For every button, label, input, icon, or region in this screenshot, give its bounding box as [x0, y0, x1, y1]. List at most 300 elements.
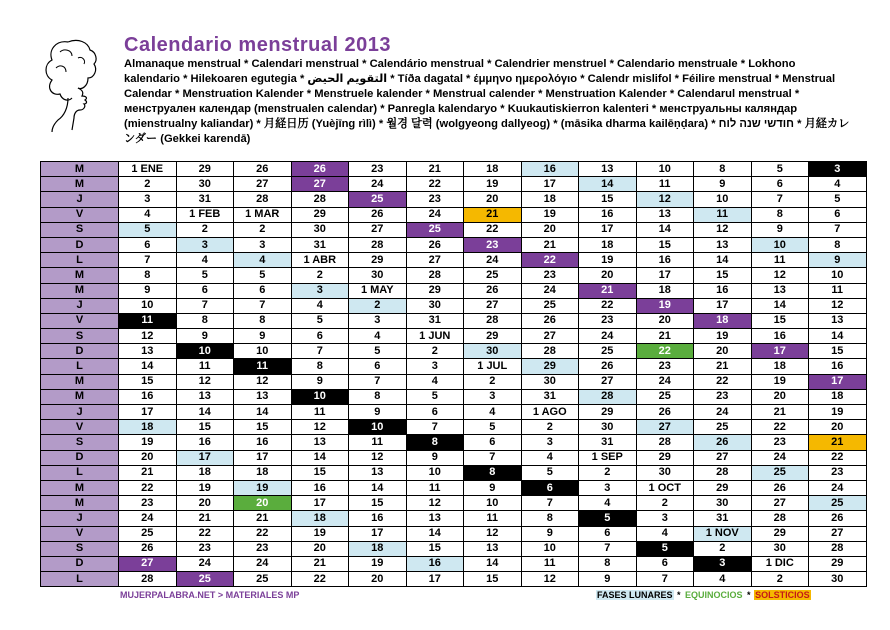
- calendar-day-cell: 18: [291, 511, 349, 526]
- calendar-day-cell: 5: [521, 465, 579, 480]
- calendar-row: [41, 177, 867, 192]
- calendar-day-cell: 25: [119, 526, 177, 541]
- calendar-day-cell: 12: [406, 496, 464, 511]
- calendar-day-cell: 16: [809, 359, 867, 374]
- calendar-row: [41, 389, 867, 404]
- calendar-row: [41, 572, 867, 587]
- calendar-day-cell: 22: [694, 374, 752, 389]
- calendar-day-cell: 19: [636, 298, 694, 313]
- calendar-day-cell: 4: [636, 526, 694, 541]
- calendar-day-cell: 11: [406, 480, 464, 495]
- calendar-day-cell: 17: [291, 496, 349, 511]
- calendar-day-cell: 29: [694, 480, 752, 495]
- calendar-day-cell: 18: [119, 420, 177, 435]
- weekday-letter: L: [41, 572, 119, 587]
- calendar-day-cell: 3: [809, 162, 867, 177]
- calendar-day-cell: 16: [349, 511, 407, 526]
- calendar-day-cell: 30: [521, 374, 579, 389]
- calendar-day-cell: 26: [694, 435, 752, 450]
- calendar-row: [41, 162, 867, 177]
- calendar-day-cell: 30: [176, 177, 234, 192]
- calendar-day-cell: 23: [176, 541, 234, 556]
- calendar-day-cell: 21: [119, 465, 177, 480]
- calendar-day-cell: 10: [636, 162, 694, 177]
- calendar-day-cell: 17: [349, 526, 407, 541]
- legend-moon-phases: FASES LUNARES: [597, 590, 673, 600]
- calendar-day-cell: 1 FEB: [176, 207, 234, 222]
- calendar-row: [41, 556, 867, 571]
- calendar-day-cell: 25: [349, 192, 407, 207]
- calendar-day-cell: 19: [521, 207, 579, 222]
- calendar-day-cell: 24: [809, 480, 867, 495]
- calendar-day-cell: 3: [291, 283, 349, 298]
- calendar-day-cell: 12: [751, 268, 809, 283]
- calendar-day-cell: 13: [234, 389, 292, 404]
- legend-solstices: SOLSTICIOS: [755, 590, 810, 600]
- calendar-day-cell: 6: [521, 480, 579, 495]
- calendar-day-cell: 30: [636, 465, 694, 480]
- calendar-day-cell: 8: [234, 313, 292, 328]
- calendar-day-cell: 25: [751, 465, 809, 480]
- calendar-day-cell: 5: [291, 313, 349, 328]
- calendar-day-cell: 11: [291, 405, 349, 420]
- calendar-day-cell: 22: [636, 344, 694, 359]
- calendar-day-cell: 16: [176, 435, 234, 450]
- weekday-letter: J: [41, 511, 119, 526]
- calendar-day-cell: 31: [406, 313, 464, 328]
- calendar-day-cell: 7: [579, 541, 637, 556]
- calendar-day-cell: 26: [464, 283, 522, 298]
- calendar-day-cell: 17: [119, 405, 177, 420]
- calendar-day-cell: 21: [579, 283, 637, 298]
- calendar-day-cell: 3: [176, 237, 234, 252]
- calendar-day-cell: 1 OCT: [636, 480, 694, 495]
- calendar-day-cell: 17: [176, 450, 234, 465]
- calendar-day-cell: 19: [694, 329, 752, 344]
- calendar-day-cell: 28: [809, 541, 867, 556]
- calendar-day-cell: 27: [406, 253, 464, 268]
- calendar-day-cell: 19: [751, 374, 809, 389]
- calendar-day-cell: 23: [119, 496, 177, 511]
- calendar-day-cell: 22: [291, 572, 349, 587]
- calendar-day-cell: 15: [406, 541, 464, 556]
- calendar-row: [41, 237, 867, 252]
- weekday-letter: J: [41, 192, 119, 207]
- calendar-day-cell: 12: [349, 450, 407, 465]
- calendar-day-cell: 18: [694, 313, 752, 328]
- calendar-day-cell: 1 AGO: [521, 405, 579, 420]
- calendar-day-cell: 4: [119, 207, 177, 222]
- calendar-day-cell: 8: [464, 465, 522, 480]
- calendar-day-cell: 9: [234, 329, 292, 344]
- legend-separator: *: [674, 590, 684, 600]
- calendar-day-cell: 13: [809, 313, 867, 328]
- calendar-day-cell: 6: [349, 359, 407, 374]
- calendar-day-cell: 31: [521, 389, 579, 404]
- calendar-day-cell: 29: [176, 162, 234, 177]
- calendar-day-cell: 13: [291, 435, 349, 450]
- weekday-letter: V: [41, 526, 119, 541]
- calendar-day-cell: 30: [349, 268, 407, 283]
- calendar-day-cell: 22: [234, 526, 292, 541]
- calendar-day-cell: 12: [176, 374, 234, 389]
- calendar-day-cell: 20: [751, 389, 809, 404]
- calendar-day-cell: 29: [464, 329, 522, 344]
- calendar-day-cell: 27: [521, 329, 579, 344]
- calendar-day-cell: 27: [119, 556, 177, 571]
- calendar-day-cell: 7: [119, 253, 177, 268]
- weekday-letter: S: [41, 329, 119, 344]
- calendar-day-cell: 8: [809, 237, 867, 252]
- calendar-day-cell: 17: [694, 298, 752, 313]
- calendar-day-cell: 22: [751, 420, 809, 435]
- legend-equinoxes: EQUINOCIOS: [685, 590, 743, 600]
- calendar-day-cell: 23: [464, 237, 522, 252]
- calendar-day-cell: 15: [349, 496, 407, 511]
- calendar-day-cell: 3: [521, 435, 579, 450]
- weekday-letter: M: [41, 389, 119, 404]
- calendar-day-cell: 10: [406, 465, 464, 480]
- calendar-day-cell: 31: [176, 192, 234, 207]
- calendar-day-cell: 28: [636, 435, 694, 450]
- weekday-letter: V: [41, 207, 119, 222]
- calendar-day-cell: 16: [291, 480, 349, 495]
- calendar-day-cell: 27: [579, 374, 637, 389]
- calendar-day-cell: 3: [694, 556, 752, 571]
- calendar-day-cell: 26: [291, 162, 349, 177]
- calendar-day-cell: 20: [234, 496, 292, 511]
- calendar-day-cell: 29: [291, 207, 349, 222]
- calendar-day-cell: 1 MAY: [349, 283, 407, 298]
- calendar-table: [40, 161, 867, 587]
- calendar-day-cell: 21: [234, 511, 292, 526]
- calendar-day-cell: 27: [234, 177, 292, 192]
- calendar-day-cell: 10: [464, 496, 522, 511]
- calendar-day-cell: 28: [291, 192, 349, 207]
- calendar-day-cell: 6: [119, 237, 177, 252]
- calendar-day-cell: 5: [406, 389, 464, 404]
- calendar-day-cell: 23: [751, 435, 809, 450]
- calendar-day-cell: 3: [464, 389, 522, 404]
- calendar-day-cell: 18: [521, 192, 579, 207]
- calendar-day-cell: 15: [636, 237, 694, 252]
- calendar-day-cell: 12: [291, 420, 349, 435]
- calendar-day-cell: 3: [406, 359, 464, 374]
- calendar-day-cell: 14: [234, 405, 292, 420]
- calendar-day-cell: 24: [119, 511, 177, 526]
- calendar-row: [41, 359, 867, 374]
- weekday-letter: M: [41, 162, 119, 177]
- calendar-day-cell: 2: [694, 541, 752, 556]
- calendar-day-cell: 23: [809, 465, 867, 480]
- calendar-day-cell: 8: [291, 359, 349, 374]
- calendar-day-cell: 30: [694, 496, 752, 511]
- weekday-letter: L: [41, 253, 119, 268]
- calendar-day-cell: 2: [521, 420, 579, 435]
- calendar-day-cell: 18: [579, 237, 637, 252]
- calendar-day-cell: 14: [349, 480, 407, 495]
- calendar-day-cell: 3: [349, 313, 407, 328]
- calendar-day-cell: 14: [119, 359, 177, 374]
- calendar-day-cell: 14: [694, 253, 752, 268]
- calendar-day-cell: 13: [406, 511, 464, 526]
- calendar-day-cell: 19: [579, 253, 637, 268]
- calendar-day-cell: 5: [636, 541, 694, 556]
- calendar-day-cell: 16: [636, 253, 694, 268]
- calendar-day-cell: 7: [176, 298, 234, 313]
- calendar-day-cell: 17: [636, 268, 694, 283]
- calendar-day-cell: 14: [636, 222, 694, 237]
- calendar-day-cell: 8: [176, 313, 234, 328]
- calendar-day-cell: 17: [521, 177, 579, 192]
- calendar-day-cell: 15: [464, 572, 522, 587]
- calendar-day-cell: 1 ABR: [291, 253, 349, 268]
- calendar-day-cell: 26: [809, 511, 867, 526]
- weekday-letter: L: [41, 359, 119, 374]
- calendar-day-cell: 24: [464, 253, 522, 268]
- calendar-day-cell: 16: [751, 329, 809, 344]
- calendar-day-cell: 7: [809, 222, 867, 237]
- calendar-day-cell: 11: [521, 556, 579, 571]
- calendar-day-cell: 11: [636, 177, 694, 192]
- calendar-day-cell: 6: [291, 329, 349, 344]
- weekday-letter: M: [41, 480, 119, 495]
- calendar-day-cell: 27: [464, 298, 522, 313]
- calendar-day-cell: 18: [636, 283, 694, 298]
- calendar-row: [41, 526, 867, 541]
- calendar-day-cell: 28: [694, 465, 752, 480]
- calendar-day-cell: 29: [349, 253, 407, 268]
- calendar-day-cell: 15: [176, 420, 234, 435]
- calendar-day-cell: 6: [809, 207, 867, 222]
- calendar-day-cell: 9: [406, 450, 464, 465]
- calendar-day-cell: 10: [176, 344, 234, 359]
- weekday-letter: V: [41, 420, 119, 435]
- calendar-day-cell: 10: [119, 298, 177, 313]
- calendar-day-cell: 4: [694, 572, 752, 587]
- calendar-day-cell: 28: [349, 237, 407, 252]
- calendar-row: [41, 298, 867, 313]
- calendar-row: [41, 207, 867, 222]
- calendar-day-cell: 22: [464, 222, 522, 237]
- calendar-day-cell: 28: [751, 511, 809, 526]
- calendar-day-cell: 4: [809, 177, 867, 192]
- calendar-day-cell: 28: [119, 572, 177, 587]
- calendar-row: [41, 420, 867, 435]
- calendar-day-cell: 27: [809, 526, 867, 541]
- calendar-day-cell: 21: [464, 207, 522, 222]
- weekday-letter: S: [41, 435, 119, 450]
- calendar-day-cell: 25: [636, 389, 694, 404]
- weekday-letter: D: [41, 237, 119, 252]
- calendar-day-cell: 9: [464, 480, 522, 495]
- calendar-day-cell: 25: [176, 572, 234, 587]
- calendar-row: [41, 283, 867, 298]
- calendar-day-cell: 24: [521, 283, 579, 298]
- calendar-day-cell: 2: [176, 222, 234, 237]
- calendar-day-cell: 16: [119, 389, 177, 404]
- calendar-day-cell: 27: [751, 496, 809, 511]
- calendar-day-cell: 6: [176, 283, 234, 298]
- calendar-day-cell: 26: [234, 162, 292, 177]
- calendar-day-cell: 22: [809, 450, 867, 465]
- calendar-day-cell: 20: [291, 541, 349, 556]
- calendar-day-cell: 8: [406, 435, 464, 450]
- calendar-day-cell: 6: [579, 526, 637, 541]
- calendar-day-cell: 9: [119, 283, 177, 298]
- calendar-day-cell: 1 JUL: [464, 359, 522, 374]
- calendar-day-cell: 19: [119, 435, 177, 450]
- calendar-day-cell: 24: [636, 374, 694, 389]
- calendar-day-cell: 10: [751, 237, 809, 252]
- calendar-day-cell: 9: [176, 329, 234, 344]
- calendar-day-cell: 13: [751, 283, 809, 298]
- calendar-row: [41, 480, 867, 495]
- calendar-day-cell: 30: [464, 344, 522, 359]
- calendar-day-cell: 12: [636, 192, 694, 207]
- weekday-letter: M: [41, 374, 119, 389]
- calendar-day-cell: 1 NOV: [694, 526, 752, 541]
- calendar-day-cell: 18: [751, 359, 809, 374]
- calendar-day-cell: 11: [119, 313, 177, 328]
- calendar-day-cell: 9: [809, 253, 867, 268]
- calendar-day-cell: 13: [694, 237, 752, 252]
- calendar-day-cell: 24: [349, 177, 407, 192]
- calendar-day-cell: 12: [694, 222, 752, 237]
- calendar-day-cell: 26: [751, 480, 809, 495]
- calendar-day-cell: 2: [579, 465, 637, 480]
- calendar-day-cell: 14: [464, 556, 522, 571]
- calendar-day-cell: 30: [751, 541, 809, 556]
- calendar-day-cell: 16: [579, 207, 637, 222]
- calendar-day-cell: 23: [694, 389, 752, 404]
- calendar-day-cell: 28: [521, 344, 579, 359]
- calendar-day-cell: 11: [176, 359, 234, 374]
- calendar-day-cell: 7: [291, 344, 349, 359]
- calendar-day-cell: 23: [349, 162, 407, 177]
- footer-site: MUJERPALABRA.NET > MATERIALES MP: [120, 590, 300, 600]
- weekday-letter: L: [41, 465, 119, 480]
- calendar-day-cell: 24: [234, 556, 292, 571]
- calendar-day-cell: 2: [406, 344, 464, 359]
- calendar-day-cell: 15: [751, 313, 809, 328]
- calendar-day-cell: 29: [751, 526, 809, 541]
- calendar-day-cell: 5: [579, 511, 637, 526]
- calendar-day-cell: 25: [406, 222, 464, 237]
- weekday-letter: S: [41, 541, 119, 556]
- calendar-day-cell: 15: [579, 192, 637, 207]
- calendar-day-cell: 21: [636, 329, 694, 344]
- calendar-day-cell: 20: [694, 344, 752, 359]
- calendar-day-cell: 20: [349, 572, 407, 587]
- calendar-day-cell: 4: [349, 329, 407, 344]
- calendar-day-cell: 6: [751, 177, 809, 192]
- calendar-day-cell: 4: [291, 298, 349, 313]
- calendar-day-cell: 10: [349, 420, 407, 435]
- calendar-day-cell: 4: [234, 253, 292, 268]
- subtitle-translations: Almanaque menstrual * Calendari menstrual * Calendário menstrual * Calendrier menstruel * Calendario menstruale * Lokhono kalendario * Hilekoaren egutegia * التقويم الحيض * Tíða dagatal * έμμηνο ημερολόγιο * Calendr mislifol * Féilire menstrual * Menstrual Calendar * Menstruation Kalender * Menstruele kalender * Menstrual calender * Menstruation Kalender * Calendarul menstrual * менструален календар (menstrualen calendar) * Panregla kalendaryo * Kuukautiskierron kalenteri * менструальны каляндар (mienstrualny kaliandar) * 月経日历 (Yuèjīng rìlì) * 월경 달력 (wolgyeong dallyeog) * (māsika dharma kailēṇḍara) * חודשי שנה לוח * 月経カレンダー (Gekkei karendā): [124, 58, 850, 145]
- calendar-day-cell: 13: [579, 162, 637, 177]
- calendar-day-cell: 18: [176, 465, 234, 480]
- calendar-day-cell: 31: [291, 237, 349, 252]
- calendar-day-cell: 21: [176, 511, 234, 526]
- calendar-day-cell: 1 JUN: [406, 329, 464, 344]
- calendar-day-cell: 23: [636, 359, 694, 374]
- calendar-day-cell: 26: [579, 359, 637, 374]
- calendar-day-cell: 22: [406, 177, 464, 192]
- calendar-day-cell: 1 ENE: [119, 162, 177, 177]
- calendar-day-cell: 27: [349, 222, 407, 237]
- calendar-day-cell: 21: [751, 405, 809, 420]
- calendar-day-cell: 7: [234, 298, 292, 313]
- calendar-day-cell: 1 SEP: [579, 450, 637, 465]
- calendar-day-cell: 5: [809, 192, 867, 207]
- calendar-day-cell: 28: [464, 313, 522, 328]
- calendar-day-cell: 25: [809, 496, 867, 511]
- weekday-letter: V: [41, 313, 119, 328]
- calendar-day-cell: 27: [694, 450, 752, 465]
- calendar-day-cell: 12: [119, 329, 177, 344]
- calendar-day-cell: 23: [234, 541, 292, 556]
- calendar-day-cell: 24: [176, 556, 234, 571]
- calendar-day-cell: 17: [406, 572, 464, 587]
- calendar-day-cell: 20: [809, 420, 867, 435]
- calendar-day-cell: 13: [464, 541, 522, 556]
- calendar-row: [41, 496, 867, 511]
- calendar-day-cell: 3: [636, 511, 694, 526]
- calendar-day-cell: 21: [406, 162, 464, 177]
- calendar-day-cell: 5: [751, 162, 809, 177]
- calendar-day-cell: 15: [234, 420, 292, 435]
- calendar-row: [41, 465, 867, 480]
- calendar-day-cell: 3: [579, 480, 637, 495]
- calendar-day-cell: 20: [521, 222, 579, 237]
- calendar-day-cell: 5: [119, 222, 177, 237]
- weekday-letter: J: [41, 405, 119, 420]
- calendar-day-cell: 16: [521, 162, 579, 177]
- calendar-day-cell: 8: [349, 389, 407, 404]
- weekday-letter: M: [41, 496, 119, 511]
- calendar-day-cell: 13: [176, 389, 234, 404]
- weekday-letter: S: [41, 222, 119, 237]
- calendar-row: [41, 329, 867, 344]
- calendar-row: [41, 374, 867, 389]
- calendar-day-cell: 15: [291, 465, 349, 480]
- calendar-day-cell: 22: [521, 253, 579, 268]
- calendar-day-cell: 29: [579, 405, 637, 420]
- calendar-row: [41, 313, 867, 328]
- calendar-day-cell: 7: [636, 572, 694, 587]
- calendar-row: [41, 268, 867, 283]
- calendar-day-cell: 21: [521, 237, 579, 252]
- calendar-day-cell: 11: [234, 359, 292, 374]
- calendar-day-cell: 29: [809, 556, 867, 571]
- calendar-day-cell: 22: [119, 480, 177, 495]
- calendar-day-cell: 14: [579, 177, 637, 192]
- calendar-day-cell: 2: [464, 374, 522, 389]
- calendar-day-cell: 19: [809, 405, 867, 420]
- calendar-day-cell: 24: [406, 207, 464, 222]
- calendar-day-cell: 6: [636, 556, 694, 571]
- calendar-day-cell: 24: [694, 405, 752, 420]
- calendar-day-cell: 7: [521, 496, 579, 511]
- calendar-day-cell: 8: [694, 162, 752, 177]
- calendar-day-cell: 14: [406, 526, 464, 541]
- calendar-day-cell: 21: [291, 556, 349, 571]
- calendar-day-cell: 16: [694, 283, 752, 298]
- calendar-day-cell: 10: [291, 389, 349, 404]
- calendar-day-cell: 7: [464, 450, 522, 465]
